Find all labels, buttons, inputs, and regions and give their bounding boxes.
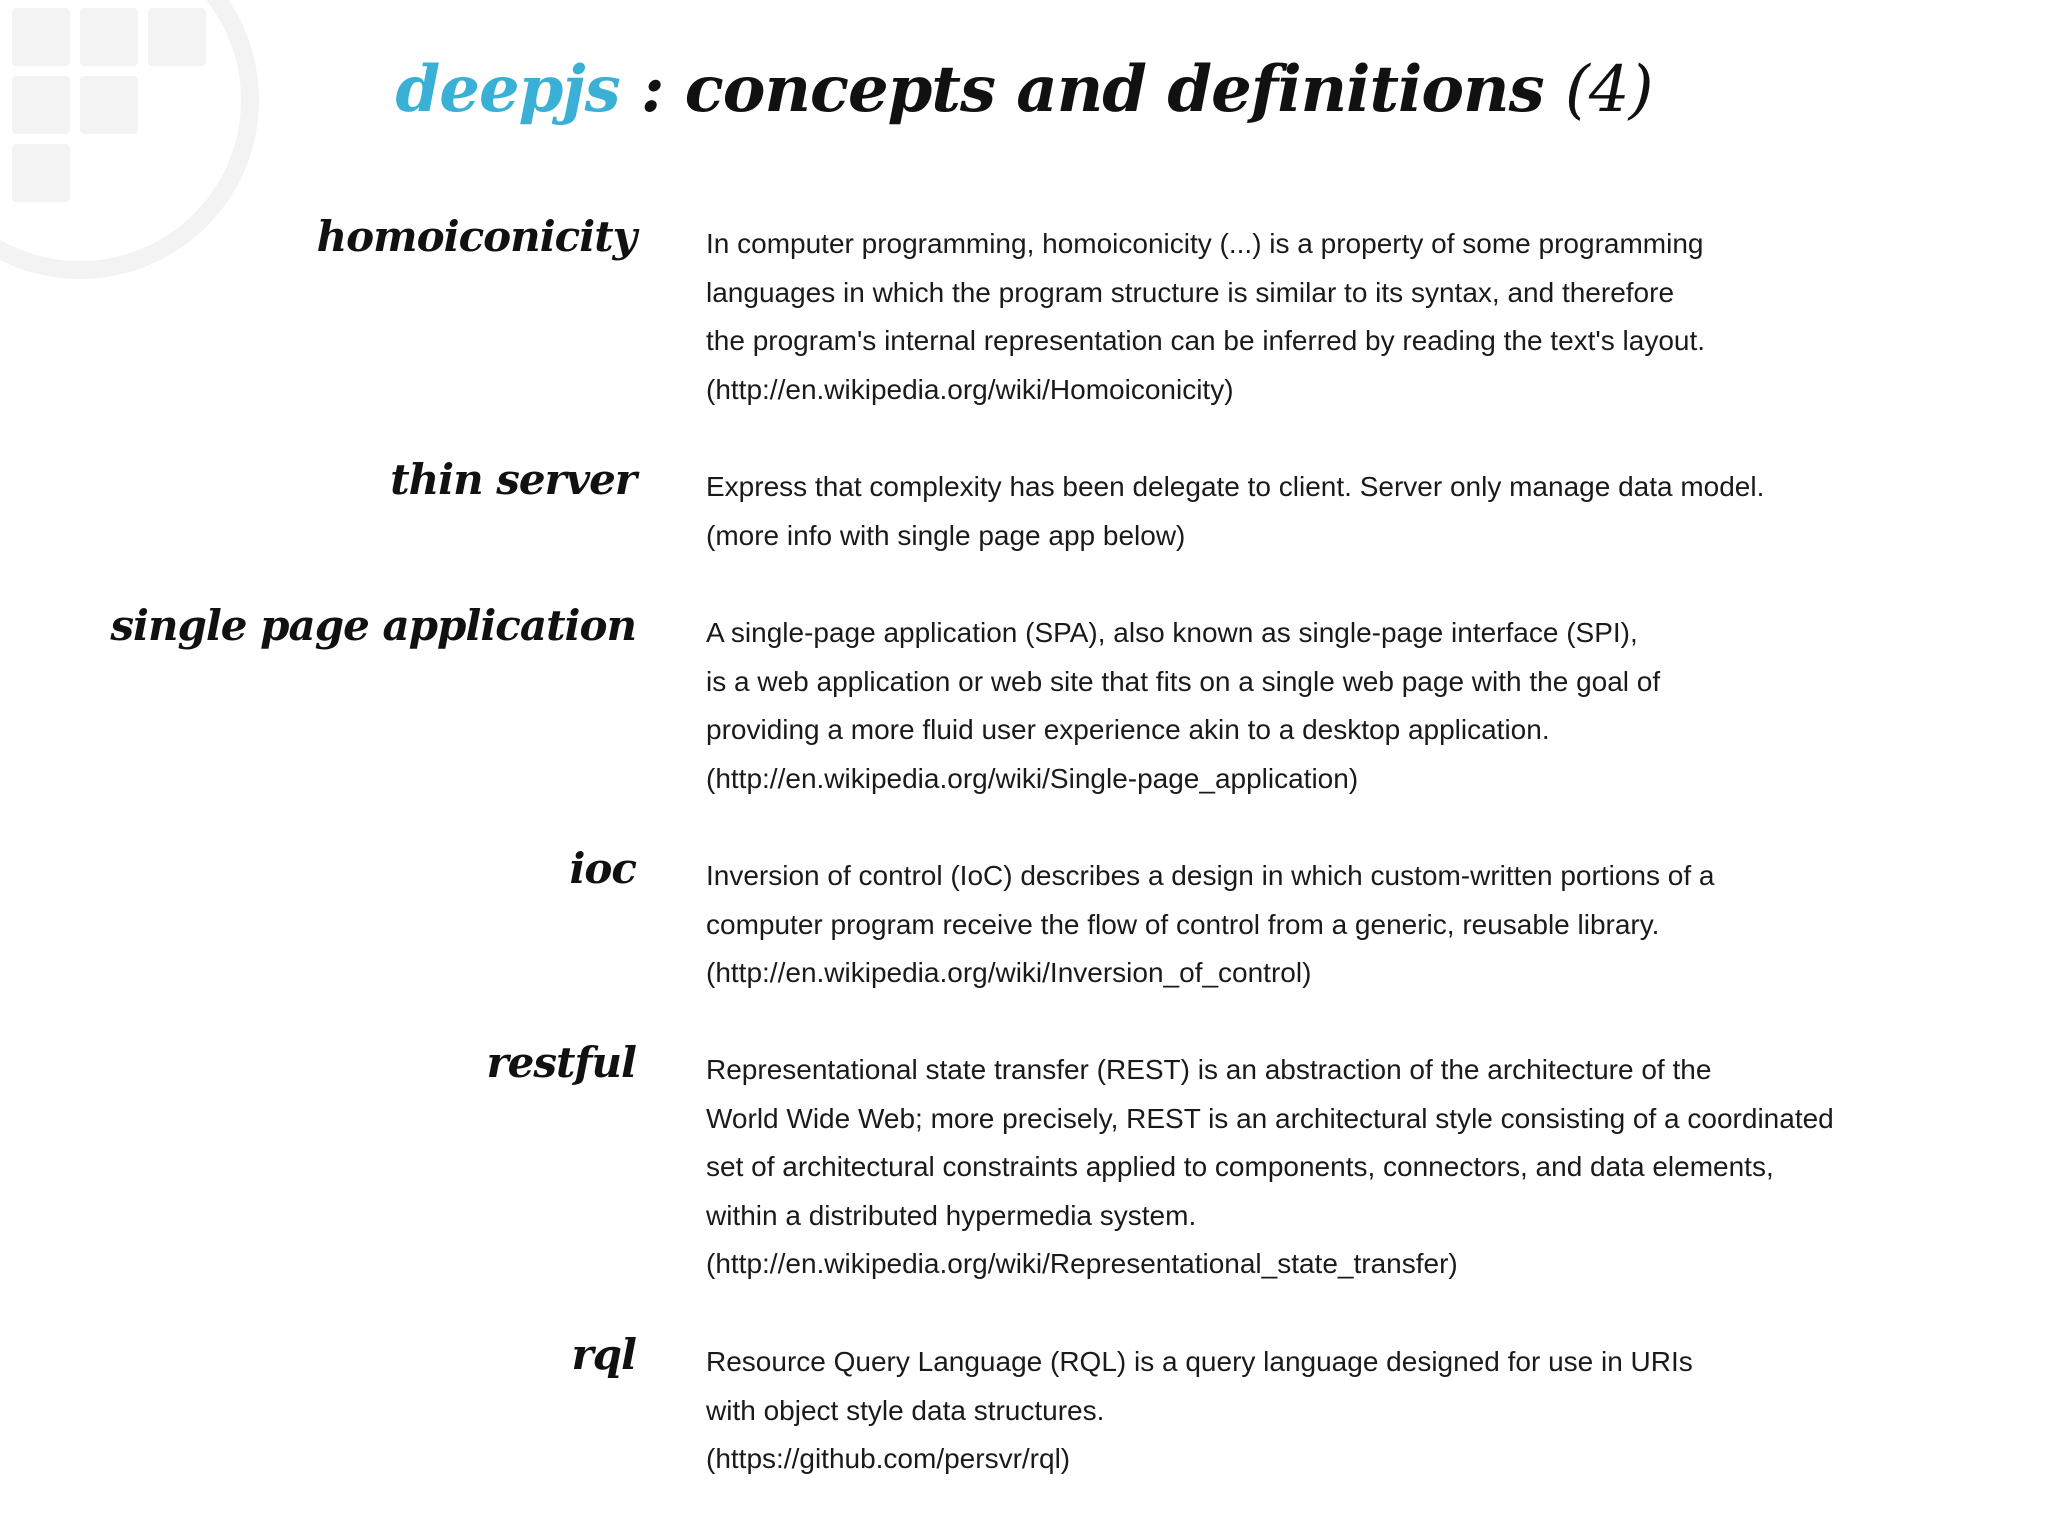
definition-line: Inversion of control (IoC) describes a design in which custom-written portions of a [706, 860, 1715, 891]
definition-text [706, 220, 1966, 414]
definition-text [706, 463, 1966, 560]
definition-source-link[interactable]: (http://en.wikipedia.org/wiki/Inversion_of_control) [706, 957, 1312, 988]
definition-line: World Wide Web; more precisely, REST is an architectural style consisting of a coordinated [706, 1102, 1834, 1134]
title-number: (4) [1564, 53, 1653, 127]
definition-text [706, 852, 1966, 998]
definition-source-link[interactable]: (http://en.wikipedia.org/wiki/Single-page_application) [706, 762, 1359, 794]
term-label: homoiconicity [316, 212, 636, 261]
definition-line: within a distributed hypermedia system. [706, 1199, 1197, 1231]
definition-line: (more info with single page app below) [706, 519, 1186, 551]
term-label: single page application [110, 601, 636, 650]
definition-source-link[interactable]: (https://github.com/persvr/rql) [706, 1443, 1071, 1474]
definition-text [706, 609, 1966, 803]
definition-text [706, 1046, 1966, 1289]
definition-line: set of architectural constraints applied to components, connectors, and data elements, [706, 1151, 1774, 1182]
definition-line: A single-page application (SPA), also known as single-page interface (SPI), [706, 617, 1638, 648]
definition-line: is a web application or web site that fits on a single web page with the goal of [706, 665, 1661, 697]
definition-line: languages in which the program structure is similar to its syntax, and therefore [706, 276, 1675, 308]
definition-line: computer program receive the flow of control from a generic, reusable library. [706, 908, 1660, 940]
term-label: ioc [569, 844, 636, 893]
definition-line: Resource Query Language (RQL) is a query language designed for use in URIs [706, 1346, 1693, 1377]
term-label: thin server [390, 455, 636, 504]
definition-text [706, 1338, 1966, 1484]
definition-source-link[interactable]: (http://en.wikipedia.org/wiki/Homoiconicity) [706, 373, 1234, 405]
definition-source-link[interactable]: (http://en.wikipedia.org/wiki/Representational_state_transfer) [706, 1248, 1458, 1279]
definition-line: Express that complexity has been delegate to client. Server only manage data model. [706, 471, 1765, 502]
definition-line: Representational state transfer (REST) is an abstraction of the architecture of the [706, 1054, 1712, 1085]
term-label: rql [571, 1330, 636, 1379]
definition-line: with object style data structures. [706, 1394, 1105, 1426]
brand-name: deepjs [395, 52, 620, 127]
term-label: restful [486, 1038, 636, 1087]
definition-line: In computer programming, homoiconicity (...) is a property of some programming [706, 228, 1704, 259]
definition-line: providing a more fluid user experience akin to a desktop application. [706, 714, 1550, 745]
title-text: : concepts and definitions [619, 52, 1565, 127]
definition-line: the program's internal representation can be inferred by reading the text's layout. [706, 325, 1706, 356]
